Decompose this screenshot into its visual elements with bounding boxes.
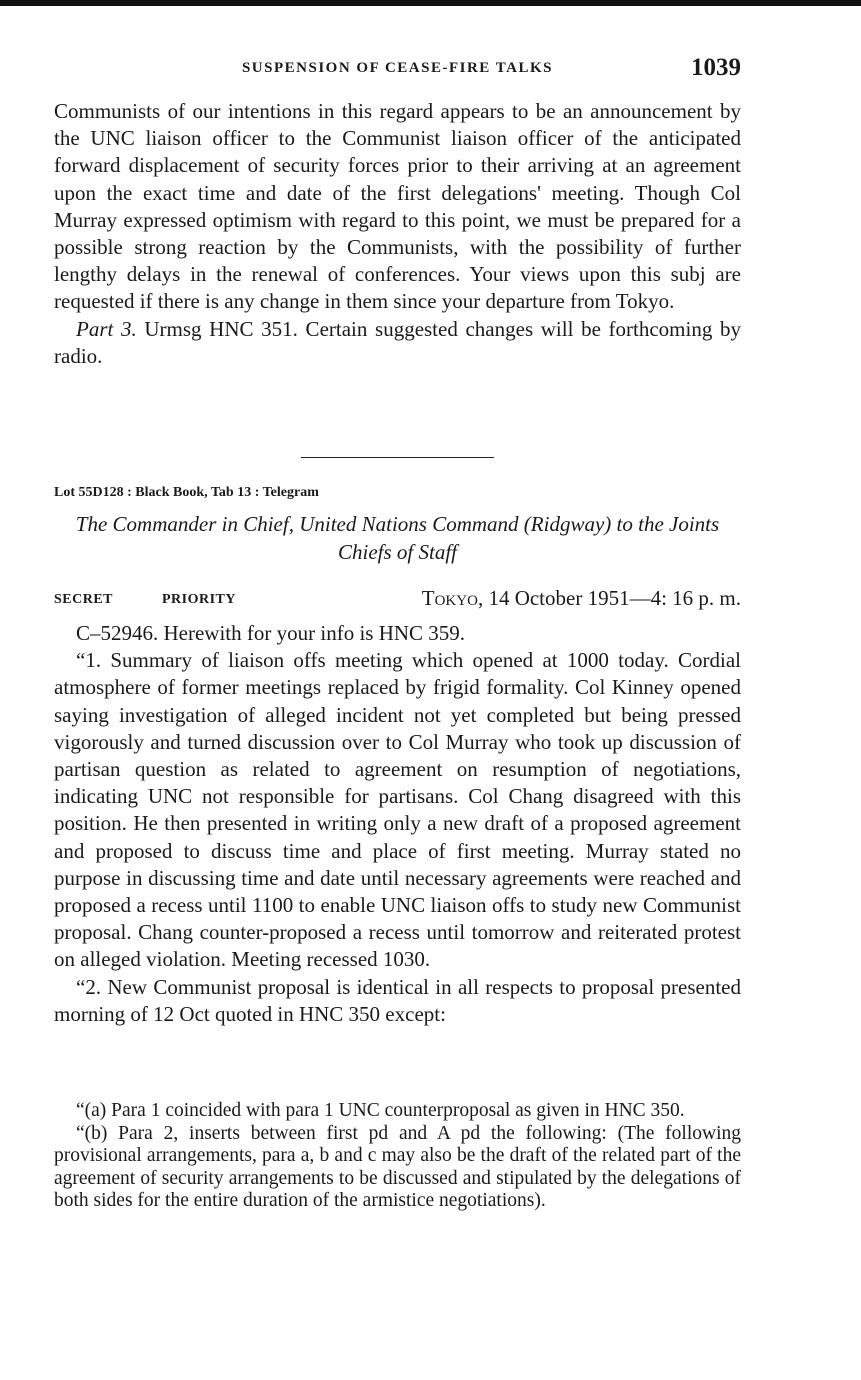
precedence-label: PRIORITY: [162, 592, 237, 607]
section-divider: [301, 457, 494, 458]
page-top-border: [0, 0, 861, 6]
date-time: , 14 October 1951—4: 16 p. m.: [477, 586, 741, 610]
source-note: Lot 55D128 : Black Book, Tab 13 : Telegram: [54, 485, 319, 500]
place: Tokyo: [421, 586, 478, 610]
subparagraph-b: “(b) Para 2, inserts between first pd and A pd the following: (The following provisional arrangements, para a, b and c may also be the draft of the related part of the agreement of security arrangements to be discussed and stipulated by the delegations of both sides for the entire duration of the armistice negotiations).: [54, 1122, 741, 1211]
continuation-text-block: [54, 98, 741, 370]
place-and-date: [422, 586, 741, 611]
page-number: 1039: [691, 54, 741, 81]
telegram-intro: C–52946. Herewith for your info is HNC 359.: [76, 621, 466, 645]
paragraph-1: “1. Summary of liaison offs meeting which opened at 1000 today. Cordial atmosphere of former meetings replaced by frigid formality. Col Kinney opened saying investigation of alleged incident not yet completed but being pressed vigorously and turned discussion over to Col Murray who took up discussion of partisan question as related to agreement on resumption of negotiations, indicating UNC not responsible for partisans. Col Chang disagreed with this position. He then presented in writing only a new draft of a proposed agreement and proposed to discuss time and place of first meeting. Murray stated no purpose in discussing time and date until necessary agreements were reached and proposed a recess until 1100 to enable UNC liaison offs to study new Communist proposal. Chang counter-proposed a recess until tomorrow and reiterated protest on alleged violation. Meeting recessed 1030.: [54, 648, 741, 972]
subparagraph-a: “(a) Para 1 coincided with para 1 UNC counterproposal as given in HNC 350.: [76, 1100, 685, 1121]
classification-label: SECRET: [54, 592, 114, 607]
running-head: SUSPENSION OF CEASE-FIRE TALKS: [241, 60, 554, 76]
part3-text: Urmsg HNC 351. Certain suggested changes will be forthcoming by radio.: [54, 316, 741, 368]
part3-paragraph: [54, 316, 741, 370]
part3-label: Part 3.: [76, 316, 137, 341]
quoted-subparagraphs: [54, 1100, 741, 1213]
page-header: [54, 56, 741, 84]
document-title: The Commander in Chief, United Nations Command (Ridgway) to the Joints Chiefs of Staff: [75, 512, 720, 564]
paragraph-2: “2. New Communist proposal is identical in all respects to proposal presented morning of 12 Oct quoted in HNC 350 except:: [54, 974, 741, 1026]
dateline: [54, 586, 741, 614]
continuation-paragraph: Communists of our intentions in this regard appears to be an announcement by the UNC liaison officer to the Communist liaison officer of the anticipated forward displacement of security forces prior to their arriving at an agreement upon the exact time and date of the first delegations' meeting. Though Col Murray expressed optimism with regard to this point, we must be prepared for a possible strong reaction by the Communists, with the possibility of further lengthy delays in the renewal of conferences. Your views upon this subj are requested if there is any change in them since your departure from Tokyo.: [54, 99, 741, 314]
telegram-body: [54, 620, 741, 1028]
